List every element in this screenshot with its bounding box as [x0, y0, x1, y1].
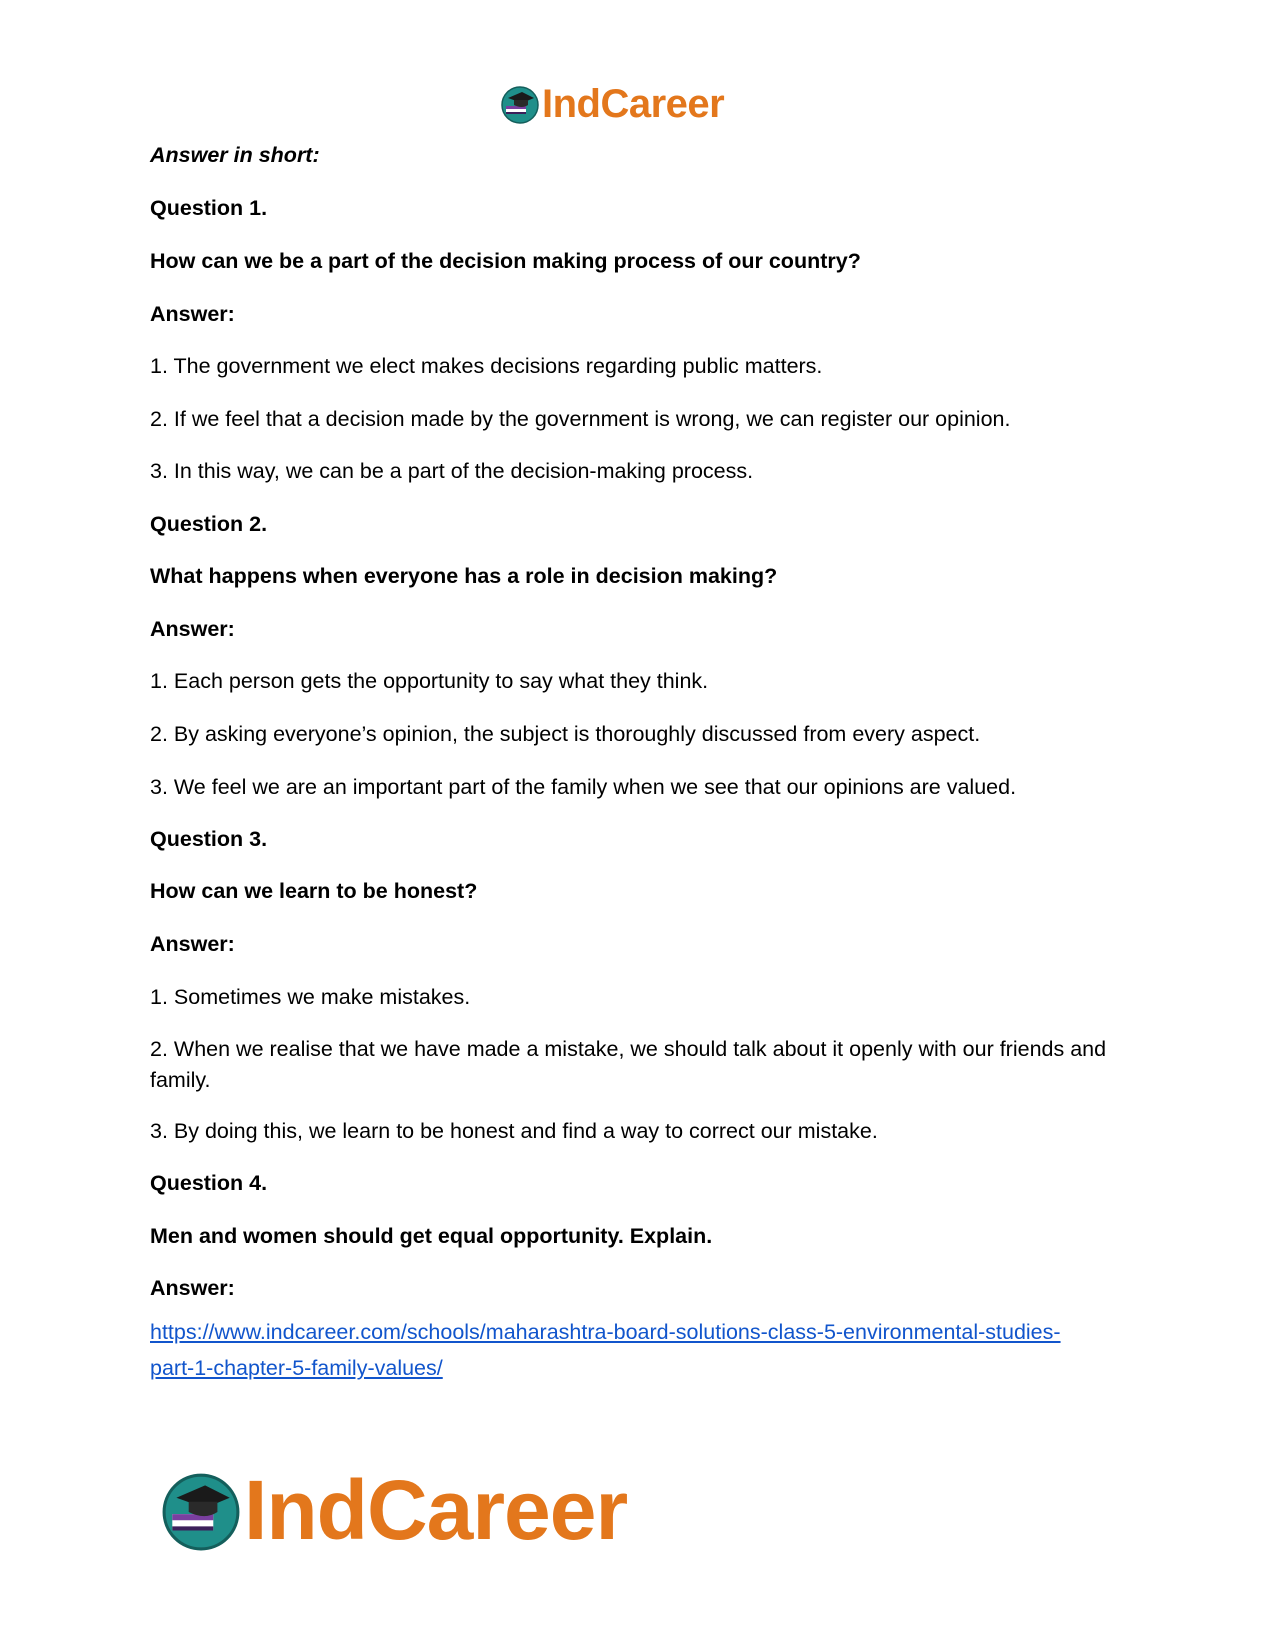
section-heading: Answer in short:: [150, 143, 320, 167]
answer-1-point-3: 3. In this way, we can be a part of the decision-making process.: [150, 459, 754, 483]
source-link-line-1[interactable]: https://www.indcareer.com/schools/maharashtra-board-solutions-class-5-environmental-studies-: [150, 1320, 1061, 1344]
answer-1-label: Answer:: [150, 302, 235, 326]
graduation-cap-books-globe-icon: [160, 1469, 242, 1551]
answer-2-point-2: 2. By asking everyone’s opinion, the subject is thoroughly discussed from every aspect.: [150, 722, 981, 746]
answer-2-point-1: 1. Each person gets the opportunity to say what they think.: [150, 669, 709, 693]
question-1-text: How can we be a part of the decision making process of our country?: [150, 249, 861, 273]
answer-3-point-3: 3. By doing this, we learn to be honest and find a way to correct our mistake.: [150, 1119, 878, 1143]
answer-1-point-2: 2. If we feel that a decision made by the government is wrong, we can register our opinion.: [150, 407, 1011, 431]
answer-3-point-2: 2. When we realise that we have made a mistake, we should talk about it openly with our friends and family.: [150, 1037, 1107, 1092]
question-1-label: Question 1.: [150, 196, 268, 220]
answer-2-point-3: 3. We feel we are an important part of the family when we see that our opinions are valued.: [150, 775, 1017, 799]
answer-1-point-1: 1. The government we elect makes decisions regarding public matters.: [150, 354, 823, 378]
question-3-label: Question 3.: [150, 827, 268, 851]
answer-3-label: Answer:: [150, 932, 235, 956]
question-2-label: Question 2.: [150, 512, 268, 536]
indcareer-logo-header: [500, 80, 724, 128]
logo-text: IndCareer: [542, 82, 725, 126]
answer-4-label: Answer:: [150, 1276, 235, 1300]
source-link-line-2[interactable]: part-1-chapter-5-family-values/: [150, 1356, 443, 1380]
graduation-cap-books-globe-icon: [500, 84, 540, 124]
answer-3-point-1: 1. Sometimes we make mistakes.: [150, 985, 471, 1009]
question-4-text: Men and women should get equal opportunity. Explain.: [150, 1224, 713, 1248]
question-2-text: What happens when everyone has a role in decision making?: [150, 564, 778, 588]
question-3-text: How can we learn to be honest?: [150, 879, 478, 903]
indcareer-logo-footer: [160, 1465, 627, 1555]
logo-text: IndCareer: [244, 1463, 628, 1557]
question-4-label: Question 4.: [150, 1171, 268, 1195]
answer-2-label: Answer:: [150, 617, 235, 641]
source-link[interactable]: [150, 1314, 1135, 1386]
